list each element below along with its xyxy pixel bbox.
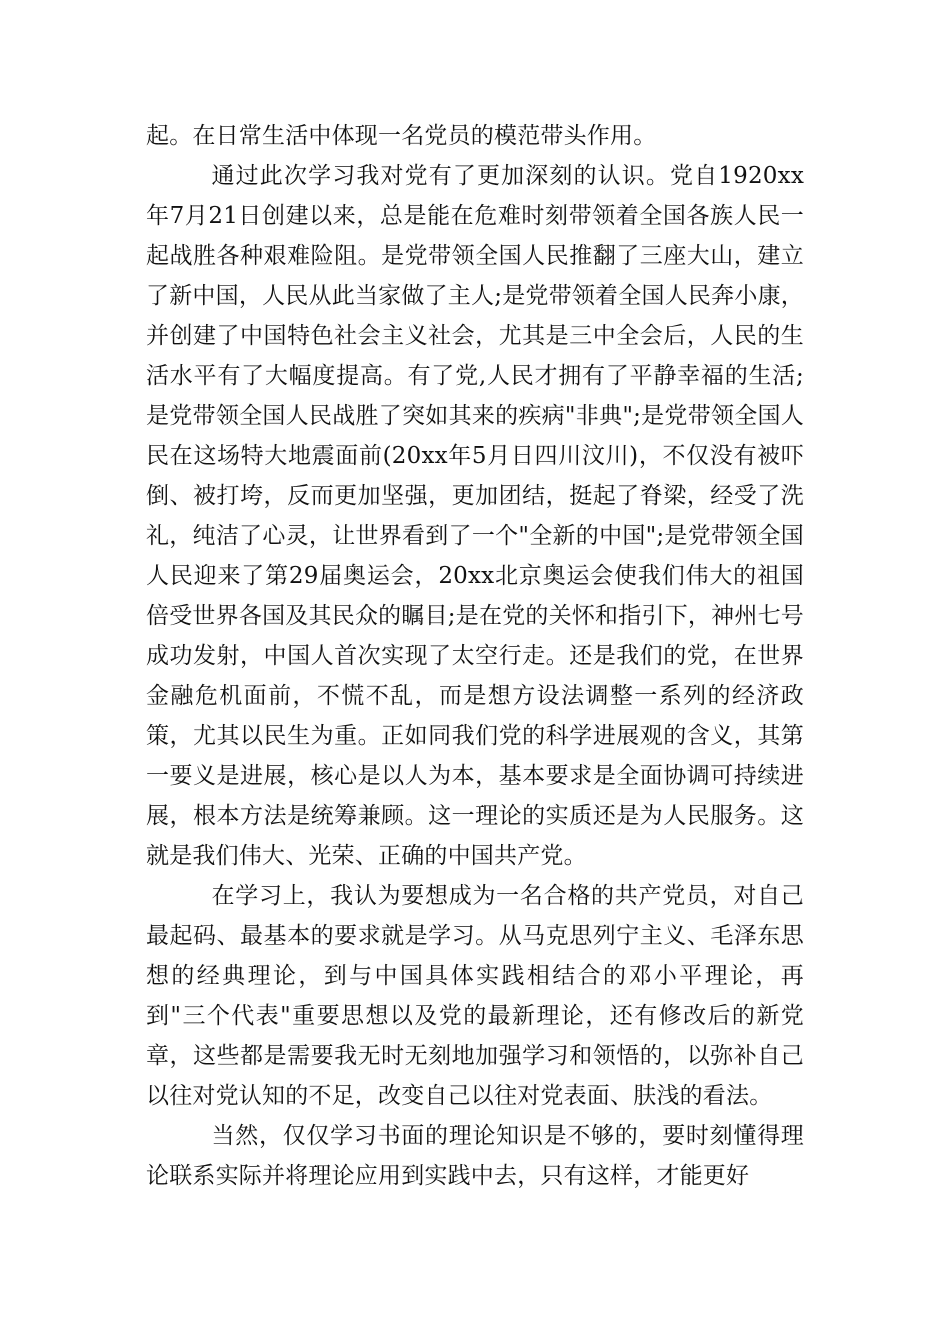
paragraph-party-history: 通过此次学习我对党有了更加深刻的认识。党自1920xx年7月21日创建以来，总是能在危难时刻带领着全国各族人民一起战胜各种艰难险阻。是党带领全国人民推翻了三座大山，建立了新中国，人民从此当家做了主人;是党带领着全国人民奔小康，并创建了中国特色社会主义社会，尤其是三中全会后，人民的生活水平有了大幅度提高。有了党,人民才拥有了平静幸福的生活;是党带领全国人民战胜了突如其来的疾病"非典";是党带领全国人民在这场特大地震面前(20xx年5月日四川汶川)，不仅没有被吓倒、被打垮，反而更加坚强，更加团结，挺起了脊梁，经受了洗礼，纯洁了心灵，让世界看到了一个"全新的中国";是党带领全国人民迎来了第29届奥运会，20xx北京奥运会使我们伟大的祖国倍受世界各国及其民众的瞩目;是在党的关怀和指引下，神州七号成功发射，中国人首次实现了太空行走。还是我们的党，在世界金融危机面前，不慌不乱，而是想方设法调整一系列的经济政策，尤其以民生为重。正如同我们党的科学进展观的含义，其第一要义是进展，核心是以人为本，基本要求是全面协调可持续进展，根本方法是统筹兼顾。这一理论的实质还是为人民服务。这就是我们伟大、光荣、正确的中国共产党。 xyxy=(146,163,804,869)
paragraph-continuation: 起。在日常生活中体现一名党员的模范带头作用。 xyxy=(146,123,657,149)
paragraph-study: 在学习上，我认为要想成为一名合格的共产党员，对自己最起码、最基本的要求就是学习。从马克思列宁主义、毛泽东思想的经典理论，到与中国具体实践相结合的邓小平理论，再到"三个代表"重要思想以及党的最新理论，还有修改后的新党章，这些都是需要我无时无刻地加强学习和领悟的，以弥补自己以往对党认知的不足，改变自己以往对党表面、肤浅的看法。 xyxy=(146,883,804,1109)
paragraph-practice: 当然，仅仅学习书面的理论知识是不够的，要时刻懂得理论联系实际并将理论应用到实践中去，只有这样，才能更好 xyxy=(146,1123,804,1189)
document-body xyxy=(146,116,804,1196)
